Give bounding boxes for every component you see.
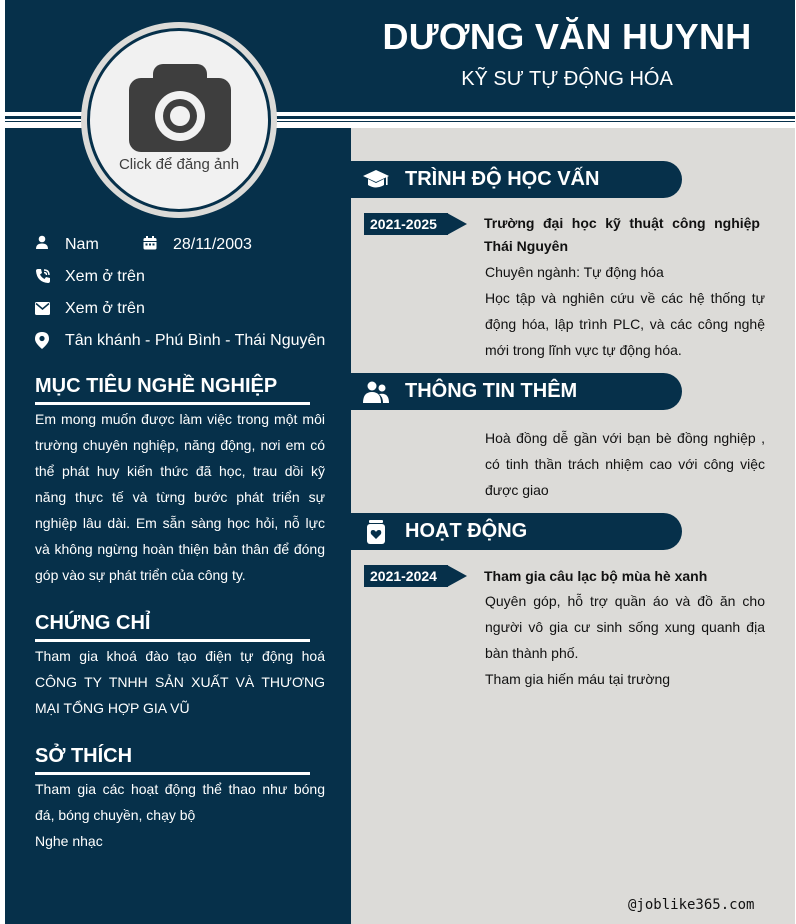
gender: Nam [65,236,99,253]
location-icon [35,332,49,349]
objective-text: Em mong muốn được làm việc trong một môi trường chuyên nghiệp, năng động, nơi em có thể phát huy kiến thức đã học, trau dồi kỹ năng thực tế và từng bước phát triển sự nghiệp lâu dài. Em sẵn sàng học hỏi, nỗ lực và không ngừng hoàn thiện bản thân để đóng góp vào sự phát triển của công ty. [35,411,325,583]
extra-info-title: THÔNG TIN THÊM [405,380,578,402]
hobbies-rule [35,772,310,775]
education-school: Trường đại học kỹ thuật công nghiệp Thái Nguyên [484,215,760,254]
activities-title: HOẠT ĐỘNG [405,520,528,542]
activities-name: Tham gia câu lạc bộ mùa hè xanh [484,568,708,584]
activities-extra: Tham gia hiến máu tại trường [485,671,671,687]
address: Tân khánh - Phú Bình - Thái Nguyên [65,332,326,349]
photo-upload[interactable] [81,22,277,218]
activities-year-arrow [447,565,467,587]
objective-rule [35,402,310,405]
extra-info-text: Hoà đồng dễ gần với bạn bè đồng nghiệp , có tinh thần trách nhiệm cao với công việc được giao [485,430,765,498]
hobbies-text: Tham gia các hoạt động thể thao như bóng đá, bóng chuyền, chạy bộ [35,781,325,823]
certificates-rule [35,639,310,642]
email-icon [35,302,50,315]
watermark: @joblike365.com [628,897,755,913]
birthday: 28/11/2003 [173,236,252,253]
education-description: Học tập và nghiên cứu về các hệ thống tự động hóa, lập trình PLC, và các công nghệ mới trong lĩnh vực tự động hóa. [485,290,765,358]
users-icon [363,379,389,405]
activities-description: Quyên góp, hỗ trợ quần áo và đồ ăn cho người vô gia cư sinh sống xung quanh địa bàn thành phố. [485,593,765,661]
hobbies-text-2: Nghe nhạc [35,833,103,849]
job-title: KỸ SƯ TỰ ĐỘNG HÓA [461,68,673,90]
calendar-icon [143,236,157,250]
email: Xem ở trên [65,300,145,317]
education-header [351,161,682,198]
objective-title: MỤC TIÊU NGHỀ NGHIỆP [35,375,278,397]
graduation-cap-icon [363,167,389,193]
activities-header [351,513,682,550]
certificates-text: Tham gia khoá đào tạo điện tự động hoá CÔNG TY TNHH SẢN XUẤT VÀ THƯƠNG MẠI TỔNG HỢP GIA VŨ [35,648,325,716]
candidate-name: DƯƠNG VĂN HUYNH [382,16,752,57]
activities-year: 2021-2024 [364,565,448,587]
user-icon [35,235,49,249]
phone-icon [35,268,51,284]
education-year-arrow [447,213,467,235]
extra-info-header [351,373,682,410]
education-title: TRÌNH ĐỘ HỌC VẤN [405,168,600,190]
phone: Xem ở trên [65,268,145,285]
heart-jar-icon [363,519,389,545]
education-major: Chuyên ngành: Tự động hóa [485,264,664,280]
certificates-title: CHỨNG CHỈ [35,612,151,634]
hobbies-title: SỞ THÍCH [35,745,133,767]
photo-caption: Click để đăng ảnh [118,156,240,173]
education-year: 2021-2025 [364,213,448,235]
